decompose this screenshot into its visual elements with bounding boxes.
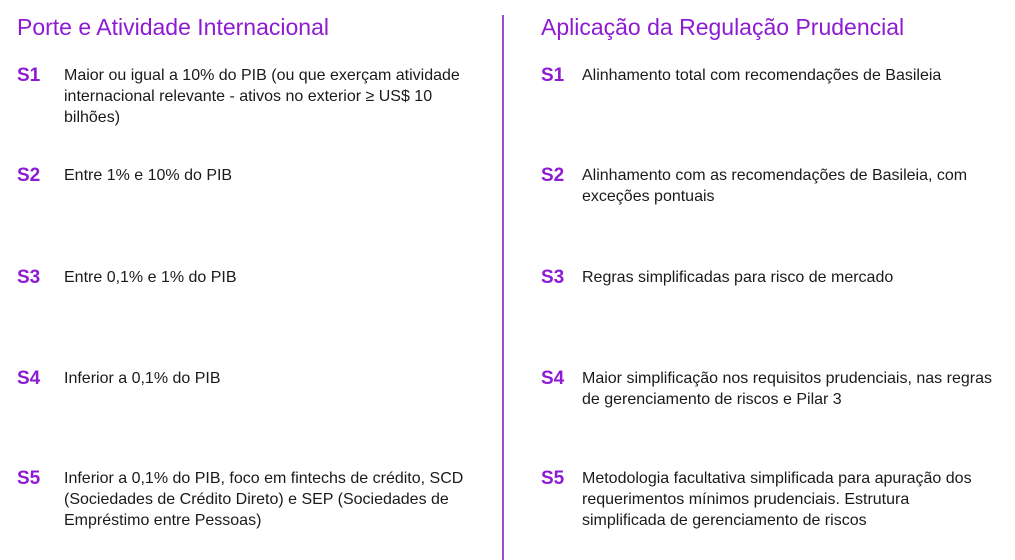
left-row-s1 <box>17 65 464 128</box>
right-column <box>541 0 1001 560</box>
right-row-s1 <box>541 65 992 86</box>
segment-text: Inferior a 0,1% do PIB <box>64 370 221 387</box>
segment-label: S4 <box>17 368 41 389</box>
right-title: Aplicação da Regulação Prudencial <box>541 14 905 40</box>
segment-text: Alinhamento total com recomendações de Basileia <box>582 67 942 84</box>
right-row-s4 <box>541 368 992 410</box>
segment-text: Entre 1% e 10% do PIB <box>64 167 233 184</box>
left-row-s2 <box>17 165 464 186</box>
column-divider <box>502 15 504 560</box>
segment-text: Inferior a 0,1% do PIB, foco em fintechs de crédito, SCD (Sociedades de Crédito Direto) e SEP (Sociedades de Empréstimo entre Pessoas) <box>64 470 464 529</box>
segment-label: S2 <box>541 165 565 186</box>
segment-label: S4 <box>541 368 565 389</box>
segment-text: Maior ou igual a 10% do PIB (ou que exerçam atividade internacional relevante - ativos no exterior ≥ US$ 10 bilhões) <box>64 67 460 126</box>
left-row-s4 <box>17 368 464 389</box>
segment-label: S5 <box>17 468 41 489</box>
segment-text: Alinhamento com as recomendações de Basileia, com exceções pontuais <box>582 167 968 205</box>
segment-label: S3 <box>541 267 565 288</box>
segment-text: Regras simplificadas para risco de mercado <box>582 269 894 286</box>
right-row-s2 <box>541 165 982 207</box>
segment-label: S1 <box>541 65 565 86</box>
left-column <box>17 0 487 560</box>
left-row-s3 <box>17 267 464 288</box>
left-row-s5 <box>17 468 469 531</box>
segment-label: S5 <box>541 468 565 489</box>
segment-label: S1 <box>17 65 41 86</box>
segment-label: S2 <box>17 165 41 186</box>
segment-label: S3 <box>17 267 41 288</box>
segment-text: Entre 0,1% e 1% do PIB <box>64 269 237 286</box>
right-row-s3 <box>541 267 992 288</box>
left-title: Porte e Atividade Internacional <box>17 14 329 40</box>
segment-text: Maior simplificação nos requisitos prudenciais, nas regras de gerenciamento de riscos e Pilar 3 <box>582 370 992 408</box>
right-row-s5 <box>541 468 992 531</box>
segment-text: Metodologia facultativa simplificada para apuração dos requerimentos mínimos prudenciais. Estrutura simplificada de gerenciamento de riscos <box>582 470 972 529</box>
